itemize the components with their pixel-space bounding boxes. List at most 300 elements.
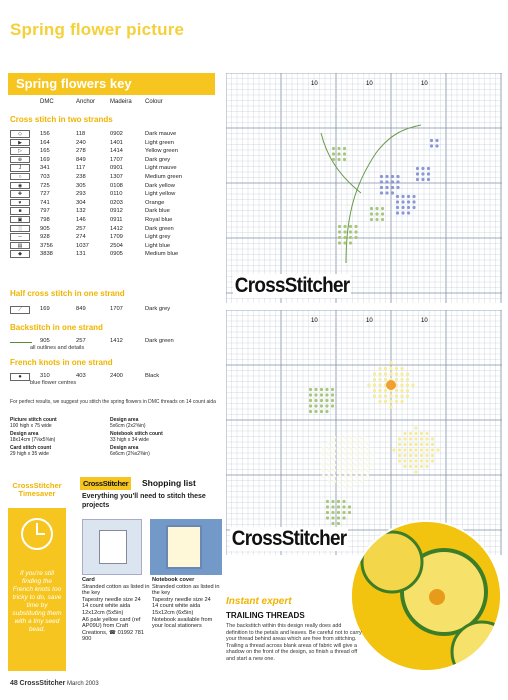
primrose-stitch <box>395 378 398 381</box>
key-symbol: ⊕ <box>10 156 30 164</box>
daisy-stitch <box>360 447 363 450</box>
leaf-stitch <box>332 158 335 161</box>
leaf-stitch <box>349 236 352 239</box>
leaf-stitch <box>331 500 334 503</box>
grid-lines <box>226 73 502 303</box>
leaf-stitch <box>331 404 334 407</box>
bluebell-stitch <box>407 206 410 209</box>
leaf-stitch <box>381 212 384 215</box>
primrose-stitch <box>384 389 387 392</box>
bluebell-stitch <box>435 144 438 147</box>
key-dmc: 3838 <box>40 251 53 258</box>
primrose-stitch <box>409 432 412 435</box>
key-madeira: 0902 <box>110 131 123 137</box>
primrose-stitch <box>398 443 401 446</box>
daisy-stitch <box>355 447 358 450</box>
key-rows <box>10 130 220 259</box>
leaf-stitch <box>309 393 312 396</box>
key-colour: Dark blue <box>145 208 170 215</box>
daisy-stitch <box>360 452 363 455</box>
leaf-stitch <box>375 218 378 221</box>
bluebell-stitch <box>401 200 404 203</box>
daisy-stitch <box>371 463 374 466</box>
daisy-stitch <box>322 447 325 450</box>
bluebell-stitch <box>435 139 438 142</box>
notebook-materials <box>152 577 220 630</box>
instant-expert-title: Instant expert <box>226 596 292 607</box>
daisy-stitch <box>322 474 325 477</box>
notebook-photo <box>150 519 222 575</box>
primrose-stitch <box>403 432 406 435</box>
daisy-stitch <box>338 474 341 477</box>
french-madeira: 2400 <box>110 373 123 379</box>
leaf-stitch <box>332 147 335 150</box>
key-colour: Light grey <box>145 234 171 241</box>
key-colour: Dark yellow <box>145 182 175 189</box>
key-madeira: 0911 <box>110 216 123 223</box>
daisy-stitch <box>327 452 330 455</box>
key-madeira: 1707 <box>110 156 123 163</box>
french-anchor: 403 <box>76 373 86 379</box>
daisy-stitch <box>338 447 341 450</box>
daisy-stitch <box>371 458 374 461</box>
key-colour: Orange <box>145 199 165 206</box>
leaf-stitch <box>314 388 317 391</box>
primrose-stitch <box>398 437 401 440</box>
key-row <box>10 130 220 139</box>
grid-lines <box>226 310 502 555</box>
leaf-stitch <box>342 516 345 519</box>
key-dmc: 905 <box>40 225 50 232</box>
key-anchor: 146 <box>76 216 86 223</box>
key-row <box>10 182 220 191</box>
thread-note: For perfect results, we suggest you stitch the spring flowers in DMC threads on 14 count aida <box>10 399 216 405</box>
leaf-stitch <box>337 522 340 525</box>
footer <box>10 680 99 687</box>
col-dmc: DMC <box>40 99 54 105</box>
leaf-stitch <box>314 410 317 413</box>
leaf-stitch <box>314 393 317 396</box>
card-heading: Card <box>82 577 95 583</box>
daisy-stitch <box>366 474 369 477</box>
daisy-stitch <box>327 441 330 444</box>
leaf-stitch <box>343 241 346 244</box>
half-stitch-symbol: ⟋ <box>10 306 30 314</box>
key-anchor: 304 <box>76 199 86 206</box>
grid-mark: 10 <box>421 81 428 87</box>
daisy-stitch <box>344 463 347 466</box>
daisy-stitch <box>349 452 352 455</box>
leaf-stitch <box>331 388 334 391</box>
key-symbol: ■ <box>10 207 30 215</box>
backstitch-line-symbol <box>10 342 32 343</box>
leaf-stitch <box>331 505 334 508</box>
info-item <box>110 445 210 457</box>
notebook-heading: Notebook cover <box>152 577 195 583</box>
daisy-stitch <box>344 485 347 488</box>
primrose-stitch <box>420 437 423 440</box>
daisy-stitch <box>338 485 341 488</box>
primrose-stitch <box>400 400 403 403</box>
leaf-stitch <box>320 399 323 402</box>
key-row <box>10 225 220 234</box>
leaf-stitch <box>342 511 345 514</box>
notebook-line: Tapestry needle size 24 <box>152 596 211 603</box>
primrose-stitch <box>378 378 381 381</box>
primrose-stitch <box>389 372 392 375</box>
bluebell-stitch <box>407 195 410 198</box>
primrose-stitch <box>403 448 406 451</box>
key-row <box>10 199 220 208</box>
bluebell-stitch <box>401 211 404 214</box>
key-row <box>10 190 220 199</box>
key-colour: Yellow green <box>145 148 178 155</box>
daisy-stitch <box>327 469 330 472</box>
bluebell-stitch <box>421 178 424 181</box>
daisy-stitch <box>333 436 336 439</box>
key-dmc: 156 <box>40 131 50 137</box>
leaf-stitch <box>331 516 334 519</box>
key-anchor: 117 <box>76 165 86 172</box>
primrose-stitch <box>406 394 409 397</box>
leaf-stitch <box>320 404 323 407</box>
daisy-stitch <box>349 441 352 444</box>
daisy-stitch <box>366 441 369 444</box>
primrose-stitch <box>431 443 434 446</box>
notebook-line: 14 count white aida 15x12cm (6x5in) <box>152 603 201 616</box>
daisy-stitch <box>360 441 363 444</box>
key-anchor: 257 <box>76 225 86 232</box>
timesaver-logo-title: Timesaver <box>18 489 56 498</box>
primrose-stitch <box>373 394 376 397</box>
bluebell-stitch <box>412 195 415 198</box>
shopping-intro: Everything you'll need to stitch these projects <box>82 493 206 509</box>
primrose-stitch <box>425 437 428 440</box>
daisy-stitch <box>360 458 363 461</box>
primrose-stitch <box>378 394 381 397</box>
daisy-stitch <box>360 480 363 483</box>
primrose-stitch <box>414 448 417 451</box>
key-symbol: ▤ <box>10 242 30 250</box>
daisy-stitch <box>322 458 325 461</box>
primrose-stitch <box>389 394 392 397</box>
leaf-stitch <box>343 225 346 228</box>
info-label: Design area <box>110 417 139 423</box>
key-colour: Light mauve <box>145 165 177 172</box>
bluebell-stitch <box>396 175 399 178</box>
leaf-stitch <box>337 152 340 155</box>
primrose-stitch <box>431 437 434 440</box>
daisy-stitch <box>327 458 330 461</box>
leaf-stitch <box>343 158 346 161</box>
key-anchor: 238 <box>76 173 86 180</box>
leaf-stitch <box>338 236 341 239</box>
key-anchor: 240 <box>76 139 86 146</box>
leaf-stitch <box>381 218 384 221</box>
leaf-stitch <box>309 388 312 391</box>
primrose-stitch <box>425 443 428 446</box>
daisy-stitch <box>327 474 330 477</box>
page-title: Spring flower picture <box>10 20 185 39</box>
primrose-stitch <box>431 459 434 462</box>
info-value: 6x6cm (2⅜x2⅜in) <box>110 451 150 457</box>
primrose-stitch <box>384 372 387 375</box>
leaf-stitch <box>348 505 351 508</box>
bluebell-stitch <box>391 180 394 183</box>
daisy-stitch <box>322 452 325 455</box>
daisy-stitch <box>344 452 347 455</box>
primrose-stitch <box>406 372 409 375</box>
info-label: Design area <box>10 431 39 437</box>
leaf-stitch <box>309 410 312 413</box>
daisy-stitch <box>327 480 330 483</box>
key-madeira: 1307 <box>110 173 123 180</box>
primrose-stitch <box>373 372 376 375</box>
key-dmc: 928 <box>40 234 50 241</box>
bluebell-stitch <box>427 172 430 175</box>
card-line: 14 count white aida 12x12cm (5x5in) <box>82 603 131 616</box>
clock-icon <box>21 518 53 550</box>
flower-closeup-icon <box>352 522 502 672</box>
key-dmc: 727 <box>40 191 50 198</box>
key-row <box>10 173 220 182</box>
half-dmc: 169 <box>40 306 50 312</box>
bluebell-stitch <box>396 200 399 203</box>
leaf-stitch <box>309 399 312 402</box>
daisy-stitch <box>333 447 336 450</box>
key-colour: Medium blue <box>145 251 179 258</box>
primrose-stitch <box>425 454 428 457</box>
daisy-stitch <box>327 463 330 466</box>
page-number: 48 <box>10 680 18 687</box>
primrose-stitch <box>367 383 370 386</box>
bluebell-stitch <box>385 191 388 194</box>
primrose-stitch <box>425 459 428 462</box>
key-madeira: 0912 <box>110 208 123 215</box>
primrose-stitch <box>400 372 403 375</box>
primrose-stitch <box>420 465 423 468</box>
daisy-stitch <box>355 441 358 444</box>
key-dmc: 798 <box>40 216 50 223</box>
key-dmc: 703 <box>40 173 50 180</box>
info-value: 5x6cm (2x2⅝in) <box>110 423 146 429</box>
primrose-stitch <box>403 437 406 440</box>
leaf-stitch <box>348 511 351 514</box>
leaf-stitch <box>320 393 323 396</box>
key-anchor: 305 <box>76 182 86 189</box>
key-dmc: 725 <box>40 182 50 189</box>
col-colour: Colour <box>145 99 163 105</box>
bluebell-stitch <box>391 175 394 178</box>
key-dmc: 164 <box>40 139 50 146</box>
bluebell-stitch <box>427 178 430 181</box>
bluebell-stitch <box>401 195 404 198</box>
key-symbol: ♥ <box>10 199 30 207</box>
leaf-stitch <box>343 147 346 150</box>
primrose-stitch <box>425 432 428 435</box>
bluebell-stitch <box>412 200 415 203</box>
daisy-stitch <box>333 463 336 466</box>
primrose-stitch <box>378 372 381 375</box>
info-value: 29 high x 35 wide <box>10 451 49 457</box>
info-item <box>110 431 210 443</box>
primrose-stitch <box>420 454 423 457</box>
primrose-stitch <box>400 383 403 386</box>
shopping-title: Shopping list <box>142 478 196 488</box>
leaf-stitch <box>326 516 329 519</box>
primrose-stitch <box>425 448 428 451</box>
leaf-stitch <box>337 511 340 514</box>
key-colour: Dark grey <box>145 156 171 163</box>
grid-mark: 10 <box>311 318 318 324</box>
primrose-stitch <box>403 465 406 468</box>
bluebell-stitch <box>380 180 383 183</box>
daisy-stitch <box>360 474 363 477</box>
bluebell-stitch <box>421 167 424 170</box>
daisy-stitch <box>366 463 369 466</box>
daisy-stitch <box>327 447 330 450</box>
bluebell-stitch <box>421 172 424 175</box>
primrose-stitch <box>395 400 398 403</box>
bluebell-stitch <box>385 175 388 178</box>
primrose-stitch <box>431 448 434 451</box>
daisy-stitch <box>360 463 363 466</box>
primrose-stitch <box>389 367 392 370</box>
primrose-stitch <box>378 367 381 370</box>
footer-issue: March 2003 <box>67 681 99 687</box>
grid-primrose <box>226 310 502 555</box>
key-row <box>10 147 220 156</box>
key-dmc: 3756 <box>40 242 53 249</box>
primrose-stitch <box>425 465 428 468</box>
primrose-stitch <box>378 383 381 386</box>
leaf-stitch <box>331 511 334 514</box>
primrose-stitch <box>414 454 417 457</box>
key-symbol: J <box>10 164 30 172</box>
info-label: Notebook stitch count <box>110 431 163 437</box>
key-madeira: 0905 <box>110 251 123 258</box>
daisy-stitch <box>338 463 341 466</box>
info-item <box>10 417 110 429</box>
daisy-stitch <box>360 469 363 472</box>
daisy-stitch <box>349 458 352 461</box>
card-photo <box>82 519 142 575</box>
key-symbol: ✚ <box>10 190 30 198</box>
daisy-stitch <box>344 469 347 472</box>
leaf-stitch <box>331 393 334 396</box>
leaf-stitch <box>325 399 328 402</box>
key-symbol: ◆ <box>10 250 30 258</box>
bluebell-stitch <box>380 186 383 189</box>
section-backstitch: Backstitch in one strand <box>10 323 103 332</box>
primrose-stitch <box>420 432 423 435</box>
key-anchor: 849 <box>76 156 86 163</box>
key-anchor: 293 <box>76 191 86 198</box>
key-madeira: 0108 <box>110 182 123 189</box>
daisy-stitch <box>338 436 341 439</box>
daisy-stitch <box>366 452 369 455</box>
primrose-stitch <box>414 465 417 468</box>
timesaver-text: If you're still finding the French knots too tricky to do, save time by substituting them with a tiny seed bead. <box>12 570 62 633</box>
bluebell-stitch <box>416 172 419 175</box>
key-row <box>10 233 220 242</box>
primrose-stitch <box>373 383 376 386</box>
french-colour: Black <box>145 373 160 379</box>
daisy-stitch <box>366 458 369 461</box>
back-note: all outlines and details <box>30 345 85 351</box>
leaf-stitch <box>309 404 312 407</box>
daisy-stitch <box>333 452 336 455</box>
primrose-stitch <box>406 389 409 392</box>
key-symbol: ∼ <box>10 233 30 241</box>
leaf-stitch <box>326 500 329 503</box>
info-item <box>10 445 110 457</box>
primrose-stitch <box>400 378 403 381</box>
primrose-stitch <box>411 383 414 386</box>
bluebell-stitch <box>427 167 430 170</box>
key-row <box>10 207 220 216</box>
bluebell-stitch <box>396 186 399 189</box>
key-madeira: 0901 <box>110 165 123 172</box>
key-symbol: ▣ <box>10 216 30 224</box>
leaf-stitch <box>326 505 329 508</box>
leaf-stitch <box>337 147 340 150</box>
daisy-stitch <box>333 480 336 483</box>
card-line: Stranded cotton as listed in the key <box>82 583 150 597</box>
primrose-stitch <box>409 459 412 462</box>
key-anchor: 118 <box>76 131 86 137</box>
key-anchor: 1037 <box>76 242 89 249</box>
primrose-stitch <box>420 459 423 462</box>
key-colour: Dark mauve <box>145 131 177 137</box>
key-row <box>10 250 220 259</box>
daisy-stitch <box>344 474 347 477</box>
daisy-stitch <box>349 447 352 450</box>
leaf-stitch <box>331 399 334 402</box>
primrose-stitch <box>420 443 423 446</box>
key-row <box>10 139 220 148</box>
stitched-flower-photo <box>350 520 502 672</box>
primrose-stitch <box>389 361 392 364</box>
bluebell-stitch <box>401 206 404 209</box>
card-line: Tapestry needle size 24 <box>82 596 141 603</box>
daisy-stitch <box>333 474 336 477</box>
bluebell-stitch <box>380 191 383 194</box>
info-value: 33 high x 34 wide <box>110 437 149 443</box>
daisy-stitch <box>349 469 352 472</box>
key-row <box>10 164 220 173</box>
daisy-stitch <box>360 436 363 439</box>
daisy-stitch <box>355 436 358 439</box>
key-row <box>10 216 220 225</box>
primrose-stitch <box>398 454 401 457</box>
primrose-stitch <box>400 389 403 392</box>
crossstitcher-logo-bottom: CrossStitcher <box>231 527 347 550</box>
primrose-stitch <box>384 394 387 397</box>
chart-bluebell <box>226 73 502 303</box>
bluebell-stitch <box>407 211 410 214</box>
key-madeira: 0110 <box>110 191 123 198</box>
primrose-stitch <box>406 383 409 386</box>
leaf-stitch <box>349 241 352 244</box>
key-anchor: 131 <box>76 251 86 258</box>
daisy-stitch <box>338 458 341 461</box>
leaf-stitch <box>337 505 340 508</box>
back-colour: Dark green <box>145 338 174 344</box>
key-colour: Medium green <box>145 173 183 180</box>
card-mini-design <box>99 530 127 564</box>
key-colour: Light blue <box>145 242 171 249</box>
